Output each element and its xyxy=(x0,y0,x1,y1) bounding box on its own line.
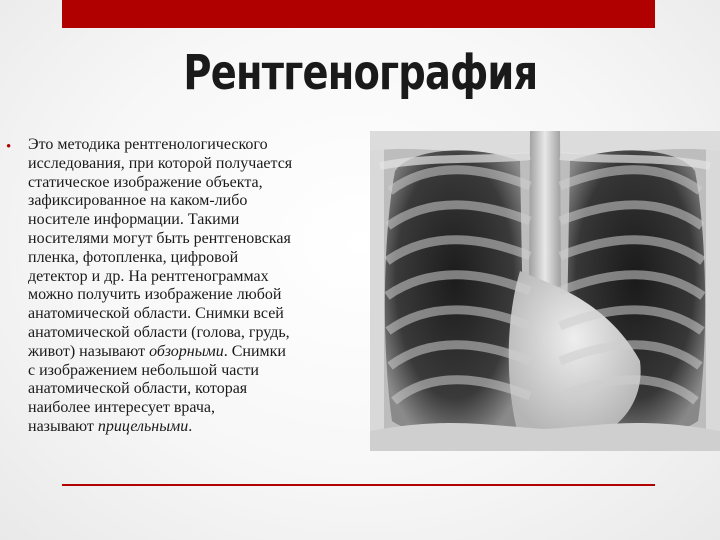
bullet-text-italic-overview: обзорными xyxy=(149,342,224,360)
chest-xray-image xyxy=(370,131,720,451)
slide-title: Рентгенография xyxy=(183,45,538,101)
bullet-text-part-1: Это методика рентгенологического исследования, при которой получается статическое изображение объекта, зафиксированное на каком-либо носителе информации. Такими носителями могут быть рентгеновская пленка, фотопленка, цифровой детектор и др. На рентгенограммах можно получить изображение любой анатомической области. Снимки всей анатомической области (голова, грудь, живот) называют xyxy=(28,136,293,360)
bottom-accent-line xyxy=(62,484,655,486)
bullet-text-part-3: . xyxy=(188,417,193,435)
bullet-marker: • xyxy=(6,139,12,155)
top-accent-bar xyxy=(62,0,655,28)
bullet-text xyxy=(28,136,373,437)
bullet-text-part-2: . Снимки с изображением небольшой части анатомической области, которая наиболее интересует врача, называют xyxy=(28,342,286,435)
bullet-text-italic-targeted: прицельными xyxy=(97,417,189,435)
